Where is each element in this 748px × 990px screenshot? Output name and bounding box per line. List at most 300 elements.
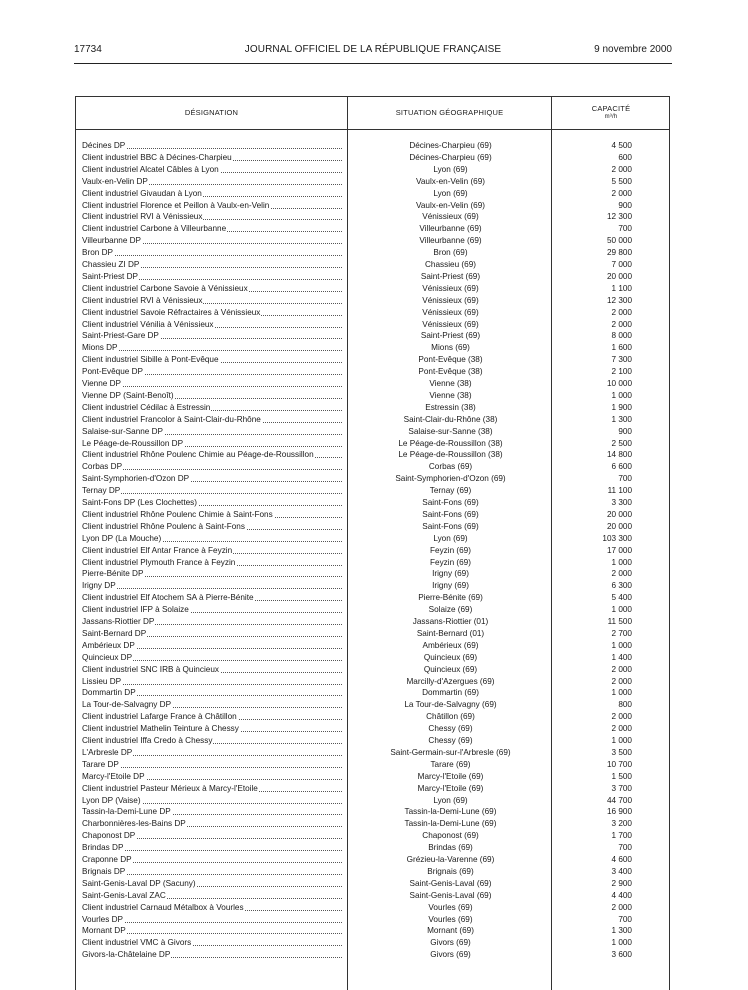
situation-cell: Corbas (69) <box>428 462 473 472</box>
situation-cell: Chassieu (69) <box>425 260 476 269</box>
situation-cell: Vénissieux (69) <box>422 307 479 317</box>
designation-cell <box>82 473 344 485</box>
designation-text: Saint-Priest-Gare DP <box>82 331 159 341</box>
situation-cell: Décines-Charpieu (69) <box>409 152 492 162</box>
capacite-cell <box>553 771 671 783</box>
designation-text: Client industriel Savoie Réfractaires à Vénissieux <box>82 307 261 317</box>
capacite-value: 1 900 <box>611 402 632 412</box>
designation-text: Client industriel Sibille à Pont-Evêque <box>82 355 219 365</box>
designation-cell <box>82 604 344 616</box>
table-row <box>76 378 669 390</box>
capacite-cell <box>553 866 671 878</box>
designation-text: Mions DP <box>82 343 118 353</box>
capacite-cell <box>553 747 671 759</box>
capacite-value: 29 800 <box>606 248 632 258</box>
table-row <box>76 485 669 497</box>
situation-cell: Saint-Fons (69) <box>422 498 479 507</box>
designation-text: Client industriel BBC à Décines-Charpieu <box>82 152 232 162</box>
designation-cell <box>82 854 344 866</box>
capacite-cell <box>553 545 671 557</box>
capacite-cell <box>553 687 671 699</box>
designation-cell <box>82 354 344 366</box>
situation-cell: Givors (69) <box>430 950 471 960</box>
capacite-cell <box>553 568 671 580</box>
designation-cell <box>82 211 344 223</box>
designation-cell <box>82 723 344 735</box>
designation-cell <box>82 592 344 604</box>
capacite-cell <box>553 271 671 283</box>
capacite-value: 700 <box>618 914 632 924</box>
capacite-cell <box>553 699 671 711</box>
designation-cell <box>82 342 344 354</box>
table-row <box>76 568 669 580</box>
dot-leader <box>82 588 342 589</box>
table-row <box>76 497 669 509</box>
capacite-cell <box>553 521 671 533</box>
table-row <box>76 711 669 723</box>
capacite-value: 5 400 <box>611 593 632 603</box>
situation-cell: Brignais (69) <box>427 866 474 876</box>
designation-text: Client industriel Pasteur Mérieux à Marcy-l'Etoile <box>82 783 258 793</box>
situation-cell: Tassin-la-Demi-Lune (69) <box>404 819 497 829</box>
capacite-value: 5 500 <box>611 176 632 186</box>
capacite-cell <box>553 354 671 366</box>
capacite-value: 900 <box>618 426 632 436</box>
capacite-cell <box>553 664 671 676</box>
capacite-value: 3 700 <box>611 783 632 793</box>
situation-cell: Tassin-la-Demi-Lune (69) <box>404 807 497 817</box>
designation-cell <box>82 842 344 854</box>
capacite-value: 103 300 <box>602 533 632 543</box>
designation-text: Mornant DP <box>82 926 126 936</box>
table-row <box>76 949 669 961</box>
situation-cell: Salaise-sur-Sanne (38) <box>408 426 493 436</box>
designation-text: Client industriel Alcatel Câbles à Lyon <box>82 164 219 174</box>
capacite-value: 44 700 <box>606 795 632 805</box>
designation-cell <box>82 247 344 259</box>
capacite-cell <box>553 390 671 402</box>
capacite-value: 11 500 <box>607 617 632 626</box>
capacite-value: 7 000 <box>611 260 632 269</box>
capacite-cell <box>553 152 671 164</box>
capacite-cell <box>553 461 671 473</box>
designation-text: Brindas DP <box>82 843 124 853</box>
capacite-cell <box>553 878 671 890</box>
designation-cell <box>82 402 344 414</box>
designation-cell <box>82 699 344 711</box>
designation-cell <box>82 461 344 473</box>
table-row <box>76 473 669 485</box>
situation-cell: Villeurbanne (69) <box>419 224 482 234</box>
situation-cell: Givors (69) <box>430 938 471 948</box>
situation-cell: Lyon (69) <box>433 795 468 805</box>
designation-text: Client industriel Lafarge France à Châtillon <box>82 712 237 722</box>
table-row <box>76 771 669 783</box>
designation-text: Vienne DP <box>82 379 121 388</box>
capacite-value: 8 000 <box>611 331 632 341</box>
designation-text: Client industriel Carnaud Métalbox à Vourles <box>82 902 244 912</box>
capacite-cell <box>553 902 671 914</box>
page-number: 17734 <box>74 44 102 55</box>
designation-text: Ternay DP <box>82 486 121 496</box>
situation-cell: Vénissieux (69) <box>422 295 479 305</box>
designation-text: Corbas DP <box>82 462 123 472</box>
designation-cell <box>82 271 344 283</box>
table-row <box>76 783 669 795</box>
designation-text: Client industriel Iffa Credo à Chessy <box>82 736 213 745</box>
capacite-value: 3 600 <box>611 950 632 960</box>
designation-text: Saint-Priest DP <box>82 271 138 281</box>
capacite-value: 1 000 <box>611 688 632 698</box>
situation-cell: Vourles (69) <box>428 914 473 924</box>
designation-cell <box>82 949 344 961</box>
designation-cell <box>82 319 344 331</box>
designation-text: Client industriel Givaudan à Lyon <box>82 188 202 198</box>
capacite-value: 20 000 <box>606 521 632 531</box>
capacite-value: 600 <box>618 152 632 162</box>
situation-cell: Décines-Charpieu (69) <box>409 141 492 150</box>
designation-text: Client industriel Carbone Savoie à Vénissieux <box>82 283 248 293</box>
designation-cell <box>82 152 344 164</box>
situation-cell: Feyzin (69) <box>430 557 471 567</box>
situation-cell: Saint-Fons (69) <box>422 509 479 519</box>
situation-cell: Saint-Genis-Laval (69) <box>409 878 492 888</box>
capacite-value: 2 500 <box>611 438 632 448</box>
table-row <box>76 354 669 366</box>
table-row <box>76 283 669 295</box>
situation-cell: Saint-Fons (69) <box>422 521 479 531</box>
situation-cell: Mornant (69) <box>427 926 474 936</box>
designation-text: La Tour-de-Salvagny DP <box>82 700 172 710</box>
designation-cell <box>82 390 344 402</box>
designation-text: Pierre-Bénite DP <box>82 569 144 579</box>
situation-cell: Grézieu-la-Varenne (69) <box>406 855 495 864</box>
designation-text: Dommartin DP <box>82 688 136 698</box>
capacite-cell <box>553 783 671 795</box>
table-row <box>76 307 669 319</box>
designation-cell <box>82 568 344 580</box>
situation-cell: Lyon (69) <box>433 164 468 174</box>
capacite-cell <box>553 628 671 640</box>
designation-text: Lissieu DP <box>82 676 122 686</box>
table-row <box>76 818 669 830</box>
capacite-cell <box>553 223 671 235</box>
capacite-cell <box>553 140 671 152</box>
capacite-cell <box>553 914 671 926</box>
designation-cell <box>82 818 344 830</box>
capacite-cell <box>553 247 671 259</box>
designation-text: Client industriel Mathelin Teinture à Chessy <box>82 724 239 734</box>
capacite-value: 4 400 <box>611 890 632 900</box>
capacite-value: 900 <box>618 200 632 210</box>
capacite-value: 7 300 <box>611 355 632 365</box>
capacite-cell <box>553 890 671 902</box>
table-row <box>76 937 669 949</box>
designation-text: Vaulx-en-Velin DP <box>82 176 148 186</box>
table-row <box>76 461 669 473</box>
capacite-cell <box>553 414 671 426</box>
capacite-value: 20 000 <box>606 509 632 519</box>
designation-text: Client industriel Florence et Peillon à Vaulx-en-Velin <box>82 200 270 210</box>
table-row <box>76 426 669 438</box>
capacite-cell <box>553 200 671 212</box>
designation-text: Quincieux DP <box>82 652 133 662</box>
capacite-cell <box>553 283 671 295</box>
table-row <box>76 664 669 676</box>
capacite-cell <box>553 949 671 961</box>
situation-cell: Vénissieux (69) <box>422 319 479 329</box>
designation-cell <box>82 830 344 842</box>
table-row <box>76 509 669 521</box>
capacite-cell <box>553 449 671 461</box>
table-row <box>76 925 669 937</box>
capacite-cell <box>553 402 671 414</box>
table-row <box>76 319 669 331</box>
column-header-capacite <box>552 97 670 129</box>
capacite-value: 800 <box>618 700 632 710</box>
situation-cell: Vienne (38) <box>429 390 472 400</box>
designation-text: Tassin-la-Demi-Lune DP <box>82 807 171 817</box>
capacite-value: 1 100 <box>611 283 632 293</box>
capacite-cell <box>553 497 671 509</box>
capacite-cell <box>553 485 671 497</box>
table-row <box>76 890 669 902</box>
designation-cell <box>82 676 344 688</box>
capacite-cell <box>553 509 671 521</box>
table-row <box>76 699 669 711</box>
capacite-value: 2 000 <box>611 307 632 317</box>
table-row <box>76 854 669 866</box>
capacite-cell <box>553 211 671 223</box>
capacite-cell <box>553 473 671 485</box>
designation-cell <box>82 449 344 461</box>
dot-leader <box>82 350 342 351</box>
table-row <box>76 830 669 842</box>
designation-text: Client industriel Rhône Poulenc à Saint-Fons <box>82 521 245 531</box>
capacite-value: 700 <box>618 224 632 234</box>
designation-text: Salaise-sur-Sanne DP <box>82 426 164 436</box>
table-row <box>76 676 669 688</box>
situation-cell: Marcilly-d'Azergues (69) <box>406 676 495 686</box>
capacite-cell <box>553 426 671 438</box>
table-row <box>76 616 669 628</box>
designation-cell <box>82 580 344 592</box>
table-row <box>76 247 669 259</box>
capacite-value: 2 000 <box>611 664 632 674</box>
table-row <box>76 521 669 533</box>
designation-cell <box>82 438 344 450</box>
designation-cell <box>82 283 344 295</box>
table-row <box>76 414 669 426</box>
capacite-value: 2 000 <box>611 724 632 734</box>
capacite-value: 3 400 <box>611 866 632 876</box>
situation-cell: Ambérieux (69) <box>422 640 479 650</box>
situation-cell: Saint-Priest (69) <box>420 271 481 281</box>
designation-cell <box>82 747 344 759</box>
capacite-cell <box>553 652 671 664</box>
designation-cell <box>82 414 344 426</box>
capacite-value: 4 600 <box>611 855 632 864</box>
table-row <box>76 604 669 616</box>
situation-cell: Feyzin (69) <box>430 545 471 555</box>
capacite-value: 1 600 <box>611 343 632 353</box>
table-row <box>76 342 669 354</box>
capacite-cell <box>553 640 671 652</box>
capacite-cell <box>553 830 671 842</box>
table-row <box>76 176 669 188</box>
column-header-designation: DÉSIGNATION <box>184 108 239 117</box>
designation-cell <box>82 497 344 509</box>
capacite-cell <box>553 366 671 378</box>
table-row <box>76 795 669 807</box>
designation-text: Craponne DP <box>82 855 132 864</box>
capacite-value: 17 000 <box>606 545 632 555</box>
situation-cell: Chessy (69) <box>428 736 473 745</box>
capacite-cell <box>553 295 671 307</box>
capacite-cell <box>553 259 671 271</box>
situation-cell: Irigny (69) <box>432 581 469 591</box>
designation-cell <box>82 914 344 926</box>
designation-text: Client industriel Elf Atochem SA à Pierre-Bénite <box>82 593 254 603</box>
capacite-value: 10 000 <box>606 379 632 388</box>
designation-text: Villeurbanne DP <box>82 236 142 246</box>
header-rule <box>74 63 672 64</box>
designation-cell <box>82 806 344 818</box>
table-header <box>76 97 669 130</box>
table-row <box>76 390 669 402</box>
situation-cell: Quincieux (69) <box>423 664 478 674</box>
designation-text: Marcy-l'Etoile DP <box>82 771 145 781</box>
capacite-cell <box>553 330 671 342</box>
table-row <box>76 557 669 569</box>
table-row <box>76 914 669 926</box>
situation-cell: Le Péage-de-Roussillon (38) <box>398 450 503 460</box>
designation-cell <box>82 640 344 652</box>
capacite-value: 6 600 <box>611 462 632 472</box>
designation-cell <box>82 664 344 676</box>
designation-text: Charbonnières-les-Bains DP <box>82 819 186 829</box>
situation-cell: Vénissieux (69) <box>422 283 479 293</box>
table-row <box>76 271 669 283</box>
situation-cell: La Tour-de-Salvagny (69) <box>404 700 497 710</box>
table-row <box>76 902 669 914</box>
capacite-value: 1 700 <box>611 831 632 841</box>
situation-cell: Jassans-Riottier (01) <box>412 617 489 626</box>
table-row <box>76 449 669 461</box>
designation-text: Saint-Fons DP (Les Clochettes) <box>82 498 197 507</box>
capacite-value: 1 400 <box>611 652 632 662</box>
capacite-cell <box>553 818 671 830</box>
table-row <box>76 545 669 557</box>
designation-text: Lyon DP (La Mouche) <box>82 533 162 543</box>
capacite-unit: m³/h <box>604 114 618 120</box>
table-row <box>76 330 669 342</box>
capacite-label: CAPACITÉ <box>591 104 631 113</box>
table-row <box>76 806 669 818</box>
capacite-cell <box>553 438 671 450</box>
designation-cell <box>82 521 344 533</box>
situation-cell: Dommartin (69) <box>422 688 479 698</box>
designation-cell <box>82 795 344 807</box>
capacite-value: 2 000 <box>611 676 632 686</box>
dot-leader <box>82 493 342 494</box>
capacite-cell <box>553 176 671 188</box>
designation-cell <box>82 759 344 771</box>
designation-text: Chassieu ZI DP <box>82 260 140 269</box>
situation-cell: Saint-Bernard (01) <box>416 628 485 638</box>
situation-cell: Solaize (69) <box>428 605 473 615</box>
designation-text: Irigny DP <box>82 581 116 591</box>
designation-text: Givors-la-Châtelaine DP <box>82 950 171 960</box>
designation-cell <box>82 366 344 378</box>
capacity-table <box>75 96 670 990</box>
situation-cell: Saint-Symphorien-d'Ozon (69) <box>395 474 506 484</box>
capacite-cell <box>553 557 671 569</box>
designation-cell <box>82 533 344 545</box>
situation-cell: Irigny (69) <box>432 569 469 579</box>
capacite-value: 50 000 <box>606 236 632 246</box>
table-row <box>76 235 669 247</box>
situation-cell: Mions (69) <box>431 343 470 353</box>
designation-text: Client industriel RVI à Vénissieux <box>82 295 203 305</box>
designation-cell <box>82 330 344 342</box>
designation-text: Client industriel RVI à Vénissieux <box>82 212 203 222</box>
situation-cell: Ternay (69) <box>429 486 472 496</box>
table-row <box>76 533 669 545</box>
table-row <box>76 747 669 759</box>
capacite-value: 12 300 <box>606 212 632 222</box>
capacite-value: 2 900 <box>611 878 632 888</box>
designation-cell <box>82 509 344 521</box>
capacite-value: 1 300 <box>611 926 632 936</box>
designation-text: Jassans-Riottier DP <box>82 617 155 626</box>
designation-text: Vourles DP <box>82 914 123 924</box>
situation-cell: Vénissieux (69) <box>422 212 479 222</box>
designation-cell <box>82 878 344 890</box>
designation-cell <box>82 628 344 640</box>
capacite-value: 1 000 <box>611 557 632 567</box>
designation-cell <box>82 295 344 307</box>
situation-cell: Brindas (69) <box>428 843 473 853</box>
capacite-value: 10 700 <box>606 759 632 769</box>
designation-cell <box>82 378 344 390</box>
capacite-cell <box>553 307 671 319</box>
capacite-value: 1 000 <box>611 938 632 948</box>
designation-cell <box>82 235 344 247</box>
designation-cell <box>82 735 344 747</box>
situation-cell: Chessy (69) <box>428 724 473 734</box>
table-row <box>76 200 669 212</box>
capacite-cell <box>553 759 671 771</box>
situation-cell: Tarare (69) <box>430 759 471 769</box>
designation-text: Bron DP <box>82 248 113 258</box>
designation-text: Le Péage-de-Roussillon DP <box>82 438 184 448</box>
designation-text: Client industriel Vénilia à Vénissieux <box>82 319 214 329</box>
capacite-value: 2 000 <box>611 569 632 579</box>
capacite-value: 2 000 <box>611 902 632 912</box>
designation-text: Client industriel Rhône Poulenc Chimie à Saint-Fons <box>82 509 273 519</box>
capacite-value: 20 000 <box>606 271 632 281</box>
capacite-value: 14 800 <box>606 450 632 460</box>
situation-cell: Estressin (38) <box>425 402 476 412</box>
designation-cell <box>82 259 344 271</box>
table-row <box>76 652 669 664</box>
dot-leader <box>82 255 342 256</box>
capacite-cell <box>553 795 671 807</box>
capacite-cell <box>553 735 671 747</box>
capacite-cell <box>553 164 671 176</box>
capacite-value: 1 500 <box>611 771 632 781</box>
